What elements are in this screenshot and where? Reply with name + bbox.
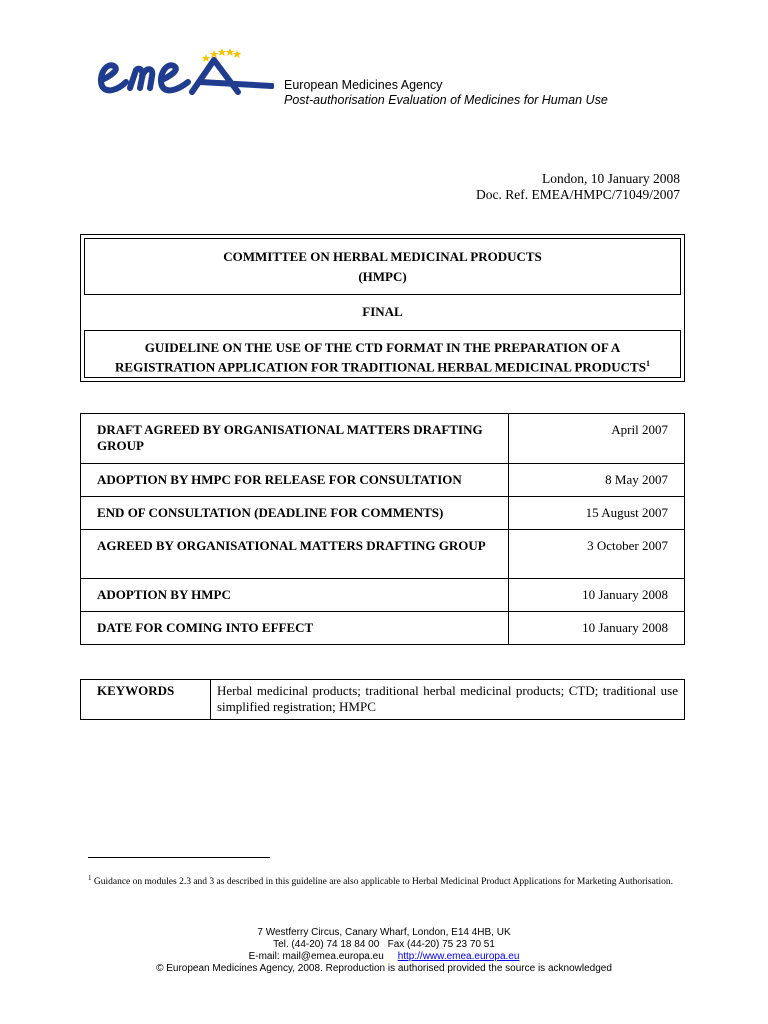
milestone-label: END OF CONSULTATION (DEADLINE FOR COMMENTS) [81, 497, 509, 530]
footer-phone: Tel. (44-20) 74 18 84 00 Fax (44-20) 75 23 70 51 [273, 939, 495, 950]
agency-name: European Medicines Agency [284, 78, 443, 92]
agency-unit: Post-authorisation Evaluation of Medicines for Human Use [284, 93, 608, 107]
milestone-date: 10 January 2008 [509, 612, 685, 645]
emea-logo-graphic [96, 46, 274, 102]
table-row [81, 680, 685, 720]
footnote-divider [88, 857, 270, 858]
logo-stars [202, 48, 242, 62]
committee-name: COMMITTEE ON HERBAL MEDICINAL PRODUCTS [223, 249, 542, 264]
footnote [88, 872, 680, 888]
footnote-reference: 1 [645, 359, 650, 368]
footnote-text: Guidance on modules 2.3 and 3 as described in this guideline are also applicable to Herbal Medicinal Product Applications for Marketing Authorisation. [93, 877, 673, 888]
milestone-label: DRAFT AGREED BY ORGANISATIONAL MATTERS DRAFTING GROUP [81, 414, 509, 464]
milestone-label: AGREED BY ORGANISATIONAL MATTERS DRAFTING GROUP [81, 530, 509, 579]
milestone-date: 8 May 2007 [509, 464, 685, 497]
doc-ref: Doc. Ref. EMEA/HMPC/71049/2007 [476, 187, 680, 202]
page-footer [0, 927, 768, 975]
milestone-date: 15 August 2007 [509, 497, 685, 530]
milestone-label: DATE FOR COMING INTO EFFECT [81, 612, 509, 645]
keywords-value: Herbal medicinal products; traditional herbal medicinal products; CTD; traditional use simplified registration; HMPC [211, 680, 685, 720]
table-row [81, 464, 685, 497]
milestone-label: ADOPTION BY HMPC FOR RELEASE FOR CONSULTATION [81, 464, 509, 497]
keywords-label: KEYWORDS [81, 680, 211, 720]
table-row [81, 579, 685, 612]
milestones-table [80, 413, 685, 645]
guideline-title-line1: GUIDELINE ON THE USE OF THE CTD FORMAT IN THE PREPARATION OF A [144, 340, 621, 355]
document-status: FINAL [362, 304, 403, 319]
footer-contact [0, 951, 768, 963]
footnote-marker: 1 [88, 874, 92, 882]
milestone-label: ADOPTION BY HMPC [81, 579, 509, 612]
milestone-date: 10 January 2008 [509, 579, 685, 612]
agency-header [284, 78, 608, 108]
logo-lettering [101, 60, 272, 92]
table-row [81, 530, 685, 579]
place-date: London, 10 January 2008 [542, 171, 680, 186]
guideline-title-line2: REGISTRATION APPLICATION FOR TRADITIONAL HERBAL MEDICINAL PRODUCTS [115, 359, 646, 375]
footer-email: E-mail: mail@emea.europa.eu [248, 951, 384, 962]
emea-logo [96, 46, 274, 102]
milestone-date: 3 October 2007 [509, 530, 685, 579]
guideline-title-line2-wrap [85, 356, 680, 375]
committee-box [84, 238, 681, 295]
document-reference [476, 171, 680, 203]
guideline-title-box [84, 330, 681, 378]
footer-address: 7 Westferry Circus, Canary Wharf, London, E14 4HB, UK [257, 927, 511, 938]
table-row [81, 497, 685, 530]
committee-abbr: (HMPC) [358, 269, 407, 284]
table-row [81, 414, 685, 464]
table-row [81, 612, 685, 645]
keywords-table [80, 679, 685, 720]
footer-copyright: © European Medicines Agency, 2008. Reproduction is authorised provided the source is acknowledged [156, 963, 612, 974]
milestone-date: April 2007 [509, 414, 685, 464]
footer-website-link[interactable]: http://www.emea.europa.eu [397, 951, 520, 962]
